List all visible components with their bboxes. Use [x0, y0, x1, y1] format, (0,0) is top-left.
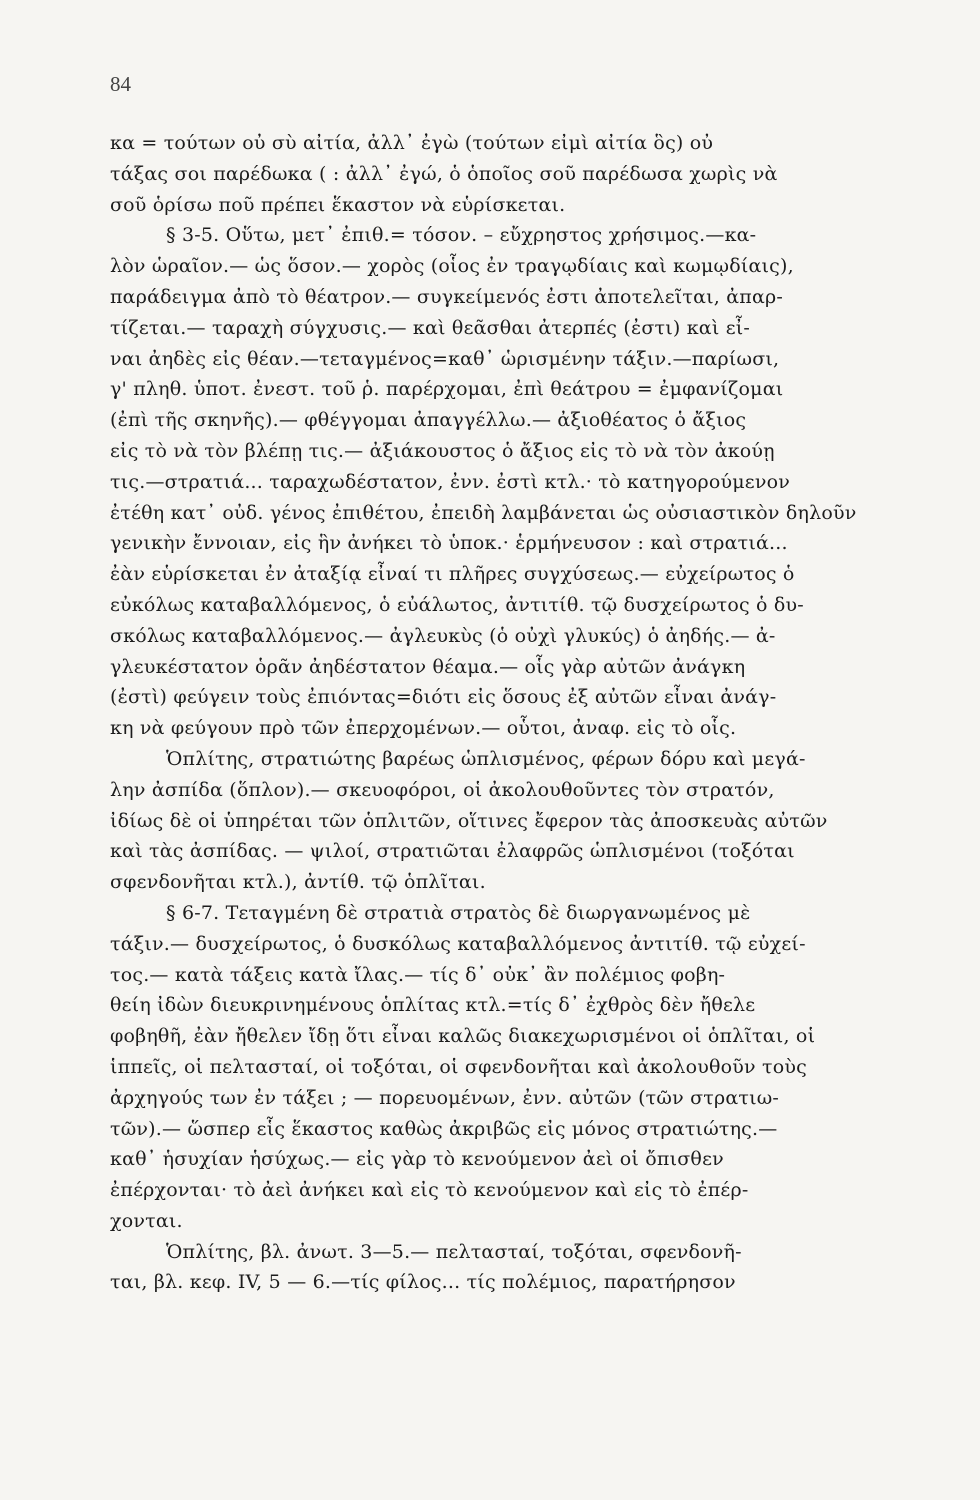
text-line: ναι ἀηδὲς εἰς θέαν.—τεταγμένος=καθ᾽ ὡρισμένην τάξιν.—παρίωσι, — [110, 347, 780, 370]
text-line: ἐὰν εὑρίσκεται ἐν ἀταξίᾳ εἶναί τι πλῆρες συγχύσεως.— εὐχείρωτος ὁ — [110, 563, 795, 586]
text-line: εἰς τὸ νὰ τὸν βλέπῃ τις.— ἀξιάκουστος ὁ ἄξιος εἰς τὸ νὰ τὸν ἀκούῃ — [110, 439, 775, 462]
text-line: ἰδίως δὲ οἱ ὑπηρέται τῶν ὁπλιτῶν, οἵτινες ἔφερον τὰς ἀποσκευὰς αὐτῶν — [110, 809, 828, 832]
text-line: γ' πληθ. ὑποτ. ἐνεστ. τοῦ ῥ. παρέρχομαι, ἐπὶ θεάτρου = ἐμφανίζομαι — [110, 378, 784, 401]
text-line: γλευκέστατον ὁρᾶν ἀηδέστατον θέαμα.— οἷς γὰρ αὐτῶν ἀνάγκη — [110, 655, 746, 678]
text-line: λὸν ὡραῖον.— ὡς ὅσον.— χορὸς (οἷος ἐν τραγῳδίαις καὶ κωμῳδίαις), — [110, 255, 794, 278]
paragraph-start-line: Ὁπλίτης, βλ. ἀνωτ. 3—5.— πελτασταί, τοξόται, σφενδονῆ- — [166, 1240, 742, 1263]
paragraph-start-line: Ὁπλίτης, στρατιώτης βαρέως ὡπλισμένος, φέρων δόρυ καὶ μεγά- — [166, 747, 806, 770]
text-line: (ἐπὶ τῆς σκηνῆς).— φθέγγομαι ἀπαγγέλλω.— ἀξιοθέατος ὁ ἄξιος — [110, 409, 747, 432]
text-line: τάξας σοι παρέδωκα ( : ἀλλ᾽ ἐγώ, ὁ ὁποῖος σοῦ παρέδωσα χωρὶς νὰ — [110, 162, 778, 185]
text-line: κα = τούτων οὐ σὺ αἰτία, ἀλλ᾽ ἐγὼ (τούτων εἰμὶ αἰτία ὃς) οὐ — [110, 132, 714, 154]
text-line: γενικὴν ἔννοιαν, εἰς ἣν ἀνήκει τὸ ὑποκ.· ἑρμήνευσον : καὶ στρατιά... — [110, 532, 788, 555]
text-line: σφενδονῆται κτλ.), ἀντίθ. τῷ ὁπλῖται. — [110, 871, 486, 894]
text-line: ἐτέθη κατ᾽ οὐδ. γένος ἐπιθέτου, ἐπειδὴ λαμβάνεται ὡς οὐσιαστικὸν δηλοῦν — [110, 501, 857, 524]
text-line: παράδειγμα ἀπὸ τὸ θέατρον.— συγκείμενός ἐστι ἀποτελεῖται, ἀπαρ- — [110, 285, 783, 308]
text-line: ἱππεῖς, οἱ πελτασταί, οἱ τοξόται, οἱ σφενδονῆται καὶ ἀκολουθοῦν τοὺς — [110, 1055, 807, 1078]
text-line: θείη ἰδὼν διευκρινημένους ὁπλίτας κτλ.=τίς δ᾽ ἐχθρὸς δὲν ἤθελε — [110, 994, 756, 1017]
text-line: καὶ τὰς ἀσπίδας. — ψιλοί, στρατιῶται ἐλαφρῶς ὡπλισμένοι (τοξόται — [110, 840, 795, 863]
text-line: τίζεται.— ταραχὴ σύγχυσις.— καὶ θεᾶσθαι ἀτερπές (ἐστι) καὶ εἶ- — [110, 316, 751, 339]
text-line: ται, βλ. κεφ. IV, 5 — 6.—τίς φίλος... τίς πολέμιος, παρατήρησον — [110, 1271, 736, 1294]
text-line: (ἐστὶ) φεύγειν τοὺς ἐπιόντας=διότι εἰς ὅσους ἐξ αὐτῶν εἶναι ἀνάγ- — [110, 686, 777, 709]
text-line: καθ᾽ ἡσυχίαν ἡσύχως.— εἰς γὰρ τὸ κενούμενον ἀεὶ οἱ ὄπισθεν — [110, 1148, 724, 1171]
section-heading-line: § 6-7. Τεταγμένη δὲ στρατιὰ στρατὸς δὲ διωργανωμένος μὲ — [166, 901, 751, 924]
text-line: χονται. — [110, 1209, 183, 1232]
text-line: λην ἀσπίδα (ὅπλον).— σκευοφόροι, οἱ ἀκολουθοῦντες τὸν στρατόν, — [110, 778, 775, 801]
text-line: σοῦ ὁρίσω ποῦ πρέπει ἕκαστον νὰ εὑρίσκεται. — [110, 193, 566, 216]
text-line: ἀρχηγούς των ἐν τάξει ; — πορευομένων, ἐνν. αὐτῶν (τῶν στρατιω- — [110, 1086, 780, 1109]
text-line: κη νὰ φεύγουν πρὸ τῶν ἐπερχομένων.— οὗτοι, ἀναφ. εἰς τὸ οἷς. — [110, 717, 737, 740]
page-number: 84 — [110, 72, 131, 96]
text-line: εὐκόλως καταβαλλόμενος, ὁ εὐάλωτος, ἀντιτίθ. τῷ δυσχείρωτος ὁ δυ- — [110, 593, 804, 616]
text-line: σκόλως καταβαλλόμενος.— ἀγλευκὺς (ὁ οὐχὶ γλυκύς) ὁ ἀηδής.— ἀ- — [110, 624, 776, 647]
text-line: τις.—στρατιά... ταραχωδέστατον, ἐνν. ἐστὶ κτλ.· τὸ κατηγορούμενον — [110, 470, 790, 493]
text-line: ἐπέρχονται· τὸ ἀεὶ ἀνήκει καὶ εἰς τὸ κενούμενον καὶ εἰς τὸ ἐπέρ- — [110, 1179, 749, 1202]
section-heading-line: § 3-5. Οὕτω, μετ᾽ ἐπιθ.= τόσον. – εὔχρηστος χρήσιμος.—κα- — [166, 224, 757, 247]
text-line: φοβηθῆ, ἐὰν ἤθελεν ἴδῃ ὅτι εἶναι καλῶς διακεχωρισμένοι οἱ ὁπλῖται, οἱ — [110, 1025, 816, 1048]
text-line: τος.— κατὰ τάξεις κατὰ ἴλας.— τίς δ᾽ οὐκ᾽ ἂν πολέμιος φοβη- — [110, 963, 726, 986]
commentary-text — [110, 128, 922, 1298]
text-line: τῶν).— ὥσπερ εἷς ἕκαστος καθὼς ἀκριβῶς εἰς μόνος στρατιώτης.— — [110, 1117, 778, 1140]
text-line: τάξιν.— δυσχείρωτος, ὁ δυσκόλως καταβαλλόμενος ἀντιτίθ. τῷ εὐχεί- — [110, 932, 806, 955]
